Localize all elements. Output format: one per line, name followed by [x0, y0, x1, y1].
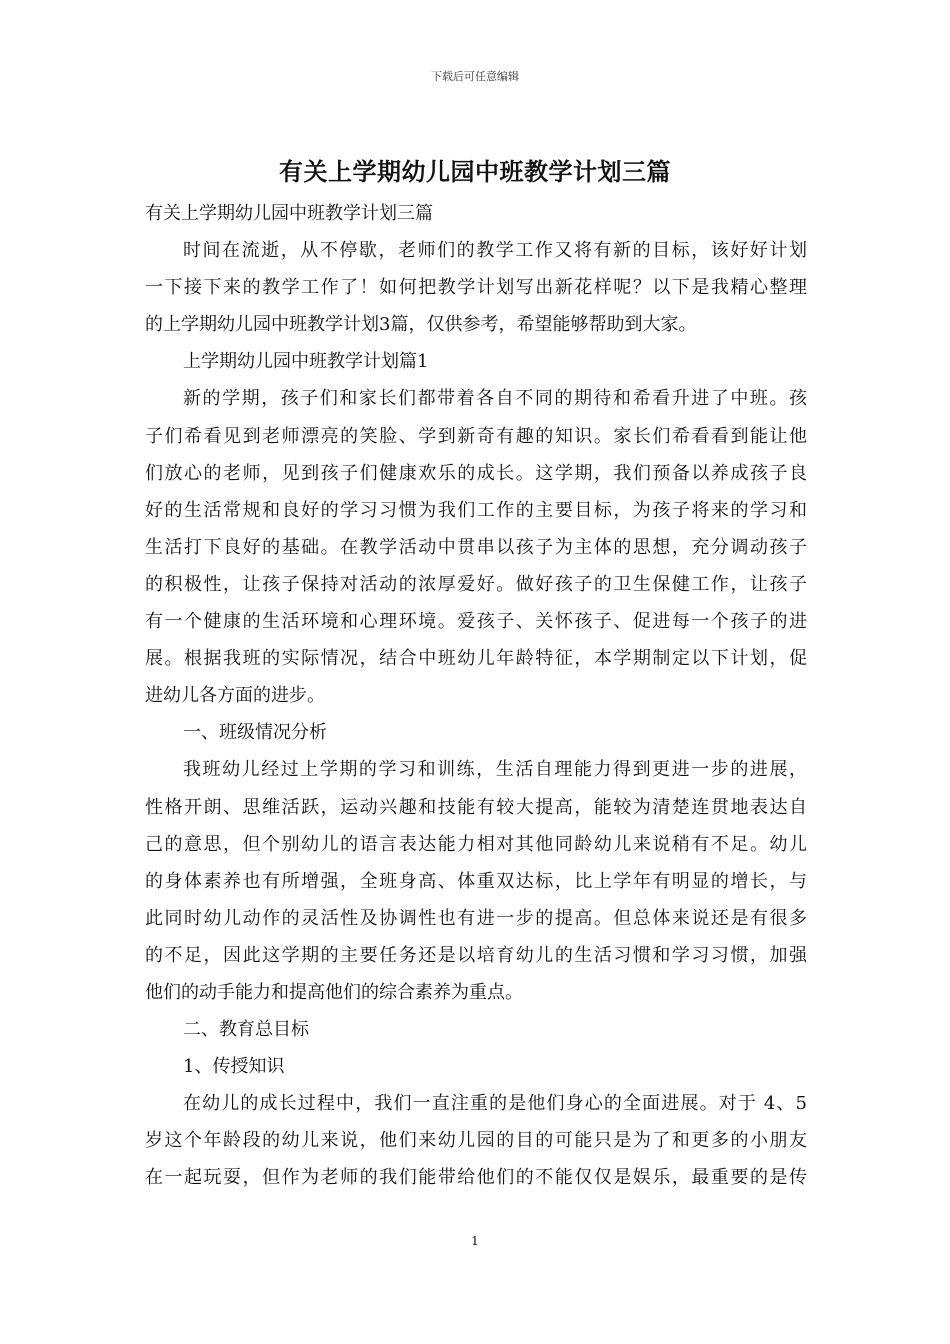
text-line: 们放心的老师，见到孩子们健康欢乐的成长。这学期，我们预备以养成孩子良 [145, 462, 807, 484]
text-line: 上学期幼儿园中班教学计划篇1 [183, 351, 429, 373]
header-note: 下载后可任意编辑 [431, 70, 519, 83]
text-line: 的身体素养也有所增强，全班身高、体重双达标，比上学年有明显的增长，与 [145, 870, 807, 892]
text-line: 一、班级情况分析 [183, 722, 327, 744]
text-line: 进幼儿各方面的进步。 [145, 685, 325, 707]
text-line: 岁这个年龄段的幼儿来说，他们来幼儿园的目的可能只是为了和更多的小朋友 [145, 1130, 807, 1152]
text-line: 新的学期，孩子们和家长们都带着各自不同的期待和希看升进了中班。孩 [183, 388, 807, 410]
document-title: 有关上学期幼儿园中班教学计划三篇 [279, 157, 671, 186]
text-line: 我班幼儿经过上学期的学习和训练，生活自理能力得到更进一步的进展， [183, 759, 807, 781]
text-line: 的上学期幼儿园中班教学计划3篇，仅供参考，希望能够帮助到大家。 [145, 314, 697, 336]
page-number: 1 [471, 1234, 479, 1248]
text-line: 性格开朗、思维活跃，运动兴趣和技能有较大提高，能较为清楚连贯地表达自 [145, 796, 807, 818]
text-line: 一下接下来的教学工作了！如何把教学计划写出新花样呢？以下是我精心整理 [145, 277, 807, 299]
text-line: 好的生活常规和良好的学习习惯为我们工作的主要目标，为孩子将来的学习和 [145, 499, 807, 521]
text-line: 生活打下良好的基础。在教学活动中贯串以孩子为主体的思想，充分调动孩子 [145, 536, 807, 558]
text-line: 时间在流逝，从不停歇，老师们的教学工作又将有新的目标，该好好计划 [183, 240, 807, 262]
text-line: 此同时幼儿动作的灵活性及协调性也有进一步的提高。但总体来说还是有很多 [145, 907, 807, 929]
text-line: 展。根据我班的实际情况，结合中班幼儿年龄特征，本学期制定以下计划，促 [145, 648, 807, 670]
text-line: 1、传授知识 [183, 1056, 285, 1078]
text-line: 有一个健康的生活环境和心理环境。爱孩子、关怀孩子、促进每一个孩子的进 [145, 611, 807, 633]
text-line: 在一起玩耍，但作为老师的我们能带给他们的不能仅仅是娱乐，最重要的是传 [145, 1167, 807, 1189]
text-line: 的不足，因此这学期的主要任务还是以培育幼儿的生活习惯和学习习惯，加强 [145, 944, 807, 966]
text-line: 在幼儿的成长过程中，我们一直注重的是他们身心的全面进展。对于 4、5 [183, 1093, 807, 1115]
text-line: 二、教育总目标 [183, 1019, 309, 1041]
text-line: 己的意思，但个别幼儿的语言表达能力相对其他同龄幼儿来说稍有不足。幼儿 [145, 833, 807, 855]
text-line: 子们希看见到老师漂亮的笑脸、学到新奇有趣的知识。家长们希看看到能让他 [145, 425, 807, 447]
document-body [145, 195, 807, 1197]
text-line: 他们的动手能力和提高他们的综合素养为重点。 [145, 981, 523, 1003]
text-line: 有关上学期幼儿园中班教学计划三篇 [145, 203, 433, 224]
text-line: 的积极性，让孩子保持对活动的浓厚爱好。做好孩子的卫生保健工作，让孩子 [145, 573, 807, 595]
